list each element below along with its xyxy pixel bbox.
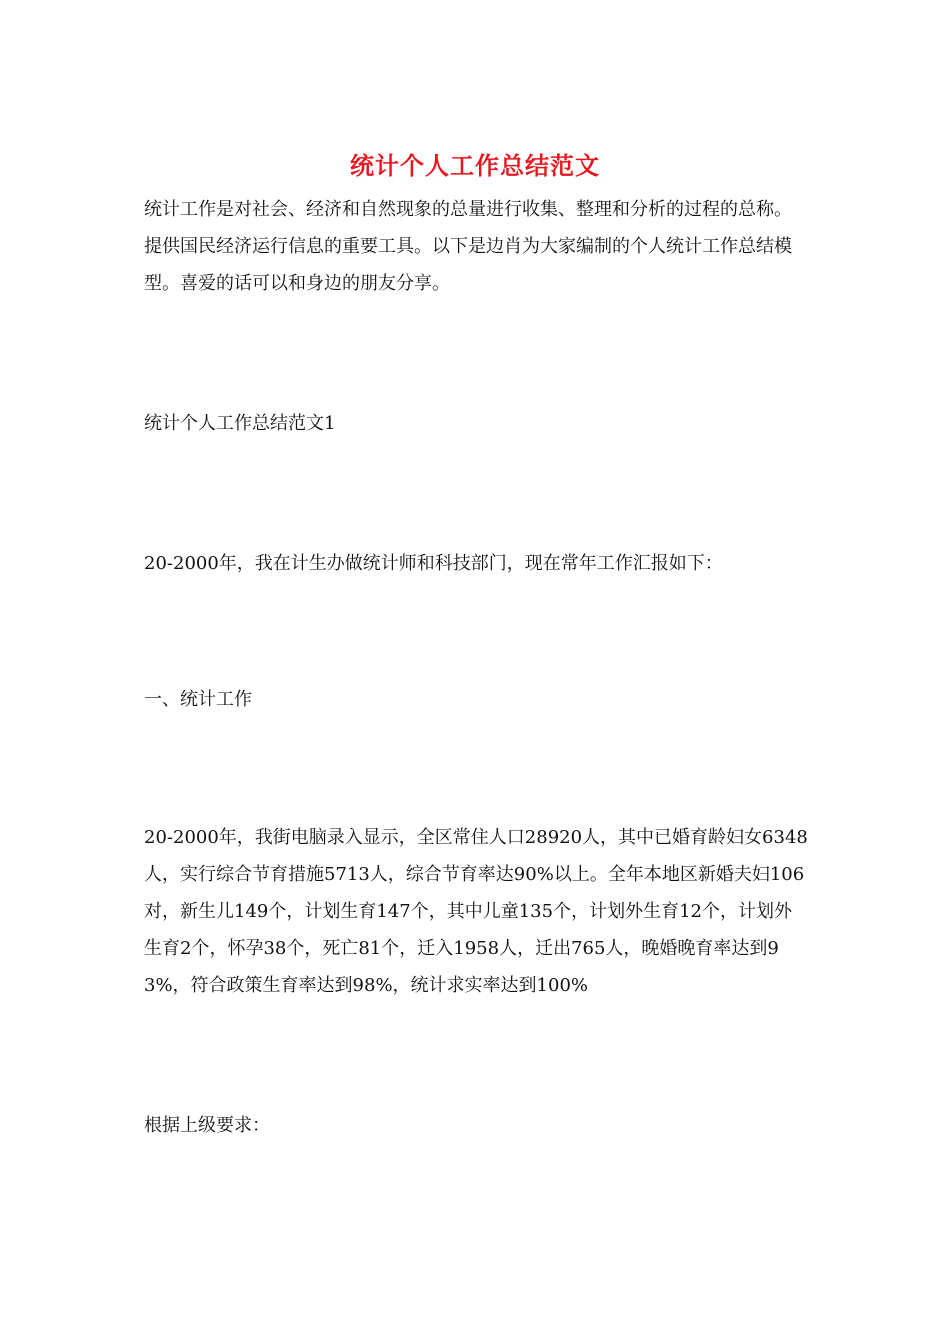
section-heading-1: 一、统计工作	[144, 689, 252, 710]
requirements-paragraph: 根据上级要求：	[144, 1115, 270, 1136]
document-title: 统计个人工作总结范文	[350, 151, 600, 180]
year-intro-paragraph: 20-2000年，我在计生办做统计师和科技部门，现在常年工作汇报如下：	[144, 553, 723, 574]
statistics-paragraph: 20-2000年，我街电脑录入显示，全区常住人口28920人，其中已婚育龄妇女6348人，实行综合节育措施5713人，综合节育率达90%以上。全年本地区新婚夫妇106对，新生儿149个，计划生育147个，其中儿童135个，计划外生育12个，计划外生育2个，怀孕38个，死亡81个，迁入1958人，迁出765人，晚婚晚育率达到93%，符合政策生育率达到98%，统计求实率达到100%	[144, 827, 808, 996]
subtitle-1: 统计个人工作总结范文1	[144, 413, 336, 434]
intro-paragraph: 统计工作是对社会、经济和自然现象的总量进行收集、整理和分析的过程的总称。提供国民经济运行信息的重要工具。以下是边肖为大家编制的个人统计工作总结模型。喜爱的话可以和身边的朋友分享。	[144, 199, 792, 294]
